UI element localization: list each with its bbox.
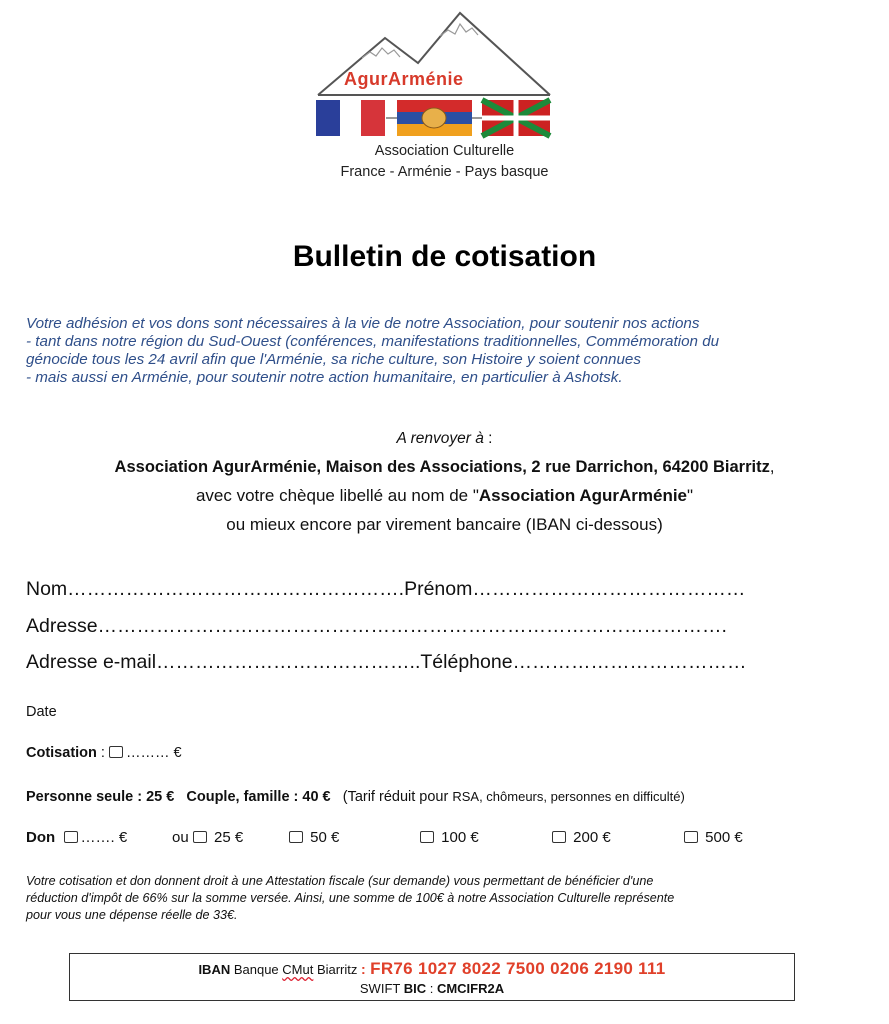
association-logo — [300, 8, 570, 188]
tarifs-line — [26, 789, 685, 805]
don-label-group — [26, 829, 127, 846]
intro-line: génocide tous les 24 avril afin que l'Arménie, sa riche culture, son Histoire y soient connues — [26, 351, 641, 368]
bic-line — [70, 981, 794, 996]
bic-code[interactable]: CMCIFR2A — [436, 981, 505, 996]
page-title: Bulletin de cotisation — [292, 240, 597, 273]
don-ou: ou — [172, 829, 189, 846]
logo-countries — [0, 164, 889, 180]
email-phone-field-line[interactable]: Adresse e-mail…………………………………..Téléphone……………………………… — [26, 651, 747, 673]
mountain-logo-graphic — [300, 8, 570, 188]
don-option-200[interactable] — [552, 829, 611, 846]
don-free-checkbox[interactable] — [64, 831, 78, 843]
logo-subtitle: Association Culturelle — [374, 143, 515, 159]
tax-note-line: Votre cotisation et don donnent droit à une Attestation fiscale (sur demande) vous permettant de bénéficier d'une — [26, 874, 654, 888]
cotisation-amount: ……… € — [125, 745, 182, 761]
logo-wordmark — [344, 69, 544, 90]
don-option-50[interactable] — [289, 829, 339, 846]
iban-label: IBAN — [198, 962, 231, 977]
name-field-line[interactable]: Nom…………………………………………….Prénom…………………………………… — [26, 578, 746, 600]
don-checkbox-25[interactable] — [193, 831, 207, 843]
intro-line: - tant dans notre région du Sud-Ouest (conférences, manifestations traditionnelles, Commémoration du — [26, 333, 720, 350]
don-option-100[interactable] — [420, 829, 479, 846]
cheque-name: Association AgurArménie — [478, 486, 688, 505]
country-armenia: Arménie — [397, 164, 452, 180]
cheque-prefix: avec votre chèque libellé au nom de " — [195, 486, 479, 505]
don-checkbox-200[interactable] — [552, 831, 566, 843]
don-label: Don — [26, 829, 56, 846]
don-checkbox-100[interactable] — [420, 831, 434, 843]
bank-details-box — [69, 953, 795, 1001]
swift-label: SWIFT — [359, 981, 404, 996]
return-address-suffix: , — [769, 458, 775, 476]
country-basque: Pays basque — [464, 164, 549, 180]
don-checkbox-50[interactable] — [289, 831, 303, 843]
don-amount-25: 25 € — [214, 829, 244, 846]
cheque-suffix: " — [687, 486, 694, 505]
don-amount-100: 100 € — [441, 829, 479, 846]
tarif-reduced-rest: RSA, chômeurs, personnes en difficulté) — [452, 789, 685, 804]
don-amount-500: 500 € — [705, 829, 743, 846]
tax-note-line: pour vous une dépense réelle de 33€. — [26, 908, 238, 922]
cotisation-colon: : — [96, 745, 109, 761]
transfer-line: ou mieux encore par virement bancaire (IBAN ci-dessous) — [226, 515, 663, 534]
return-address — [0, 458, 889, 477]
bank-city: Biarritz — [313, 962, 361, 977]
flag-basque — [482, 100, 550, 136]
iban-number[interactable]: FR76 1027 8022 7500 0206 2190 111 — [370, 959, 666, 978]
tarif-reduced-prefix: (Tarif réduit pour — [342, 789, 453, 805]
tax-note — [26, 873, 846, 924]
address-field-line[interactable]: Adresse……………………………………………………………………………………. — [26, 615, 727, 637]
return-address-text: Association AgurArménie, Maison des Associations, 2 rue Darrichon, 64200 Biarritz — [114, 458, 770, 476]
bic-colon: : — [426, 981, 437, 996]
intro-paragraph — [26, 315, 876, 387]
cotisation-line — [26, 745, 182, 761]
iban-colon: : — [361, 961, 371, 977]
bank-prefix: Banque — [230, 962, 283, 977]
tarif-couple: Couple, famille : 40 € — [186, 789, 331, 805]
logo-word-armenie: Arménie — [388, 69, 464, 89]
return-label-text: A renvoyer à — [396, 430, 484, 447]
flag-armenia — [397, 100, 472, 136]
don-option-25[interactable] — [172, 829, 243, 846]
tarif-single: Personne seule : 25 € — [26, 789, 175, 805]
cotisation-checkbox[interactable] — [109, 746, 123, 758]
don-option-500[interactable] — [684, 829, 743, 846]
don-amount-200: 200 € — [573, 829, 611, 846]
iban-line — [70, 959, 794, 979]
date-label: Date — [26, 704, 57, 720]
cheque-line — [0, 486, 889, 506]
tax-note-line: réduction d'impôt de 66% sur la somme versée. Ainsi, une somme de 100€ à notre Association Culturelle représente — [26, 891, 675, 905]
don-amount-50: 50 € — [310, 829, 340, 846]
flag-france — [316, 100, 385, 136]
intro-line: - mais aussi en Arménie, pour soutenir notre action humanitaire, en particulier à Ashotsk. — [26, 369, 623, 386]
cotisation-label: Cotisation — [26, 745, 97, 761]
arrow-icon: - — [455, 164, 461, 180]
bank-name: CMut — [282, 962, 314, 977]
return-label-colon: : — [483, 430, 493, 447]
don-checkbox-500[interactable] — [684, 831, 698, 843]
don-free-amount: ……. € — [80, 829, 128, 846]
logo-word-agur: Agur — [344, 69, 388, 89]
return-label — [0, 430, 889, 448]
intro-line: Votre adhésion et vos dons sont nécessaires à la vie de notre Association, pour soutenir nos actions — [26, 315, 700, 332]
country-france: France — [340, 164, 386, 180]
bic-label: BIC — [403, 981, 427, 996]
arrow-icon: - — [389, 164, 395, 180]
